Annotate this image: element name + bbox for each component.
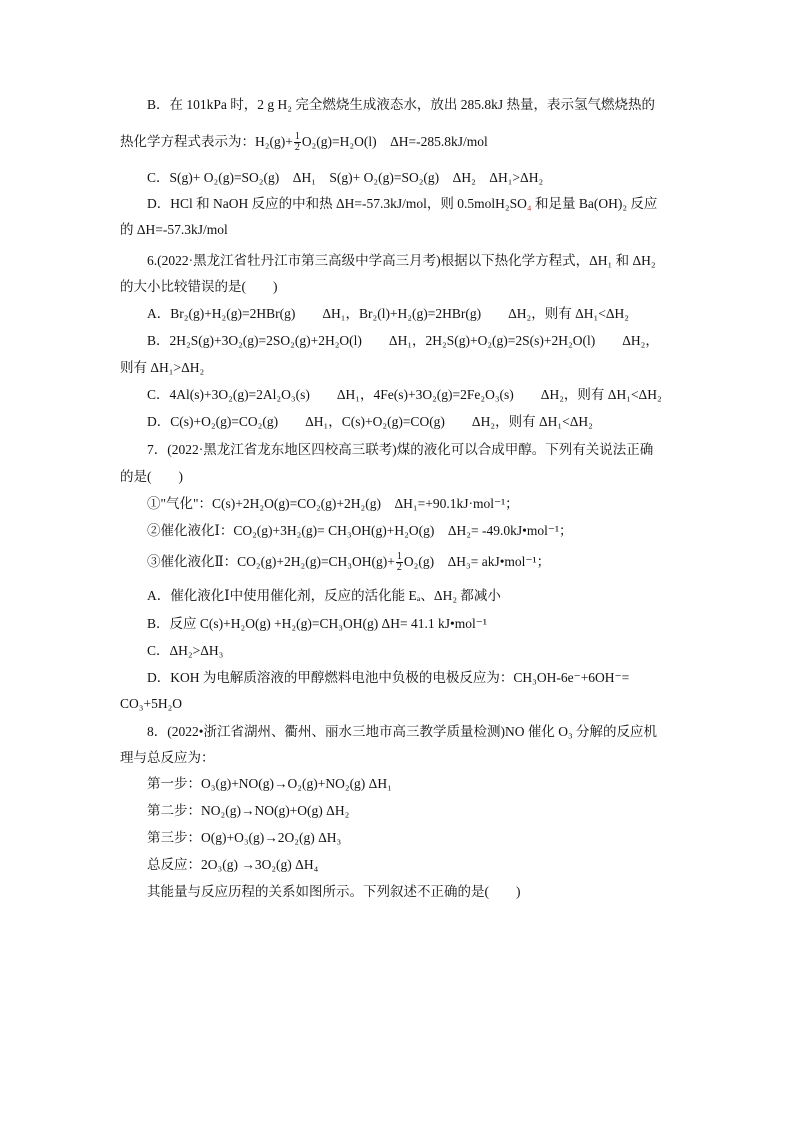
fraction-numerator: 1 (294, 131, 300, 143)
question-8-step-2: 第二步：NO₂(g)→NO(g)+O(g) ΔH₂ (147, 803, 350, 818)
half-fraction-2 (396, 552, 403, 573)
question-7-option-c: C．ΔH₂>ΔH₃ (147, 643, 224, 658)
option-b-equation-start: 热化学方程式表示为：H₂(g)+ (120, 134, 293, 149)
question-7-statement-2: ②催化液化Ⅰ：CO₂(g)+3H₂(g)= CH₃OH(g)+H₂O(g) ΔH₂= -49.0kJ•mol⁻¹； (147, 523, 573, 538)
option-d-text-end: 和足量 Ba(OH)₂ 反应 (531, 196, 658, 211)
fraction-denominator: 2 (294, 142, 300, 154)
option-d-line2: 的 ΔH=-57.3kJ/mol (120, 222, 228, 237)
question-7-stem-line1: 7．(2022·黑龙江省龙东地区四校高三联考)煤的液化可以合成甲醇。下列有关说法正确 (147, 442, 654, 457)
question-7-option-a: A．催化液化Ⅰ中使用催化剂，反应的活化能 Eₐ、ΔH₂ 都减小 (147, 588, 501, 603)
fraction-denominator: 2 (396, 562, 402, 574)
highlight-subscript: ₄ (526, 196, 532, 211)
option-b-line1: B．在 101kPa 时，2 g H₂ 完全燃烧生成液态水，放出 285.8kJ 热量，表示氢气燃烧热的 (147, 97, 655, 112)
question-8-stem-line1: 8．(2022•浙江省湖州、衢州、丽水三地市高三教学质量检测)NO 催化 O₃ 分解的反应机 (147, 724, 658, 739)
option-d-line1 (147, 194, 680, 214)
option-c: C．S(g)+ O₂(g)=SO₂(g) ΔH₁ S(g)+ O₂(g)=SO₂(g) ΔH₂ ΔH₁>ΔH₂ (147, 170, 544, 185)
question-6-option-d: D．C(s)+O₂(g)=CO₂(g) ΔH₁，C(s)+O₂(g)=CO(g) ΔH₂，则有 ΔH₁<ΔH₂ (147, 414, 593, 429)
question-8-step-3: 第三步：O(g)+O₃(g)→2O₂(g) ΔH₃ (147, 830, 342, 845)
option-b-line2 (120, 132, 680, 153)
question-7-statement-1: ①"气化"：C(s)+2H₂O(g)=CO₂(g)+2H₂(g) ΔH₁=+90.1kJ·mol⁻¹； (147, 496, 519, 511)
statement-3-end: O₂(g) ΔH₃= akJ•mol⁻¹； (403, 554, 551, 569)
question-6-option-b-line1: B．2H₂S(g)+3O₂(g)=2SO₂(g)+2H₂O(l) ΔH₁，2H₂S(g)+O₂(g)=2S(s)+2H₂O(l) ΔH₂， (147, 333, 659, 348)
question-8-total-reaction: 总反应：2O₃(g) →3O₂(g) ΔH₄ (147, 857, 319, 872)
question-6-option-b-line2: 则有 ΔH₁>ΔH₂ (120, 360, 205, 375)
option-d-text-start: D．HCl 和 NaOH 反应的中和热 ΔH=-57.3kJ/mol，则 0.5molH₂SO (147, 196, 527, 211)
question-8-step-1: 第一步：O₃(g)+NO(g)→O₂(g)+NO₂(g) ΔH₁ (147, 776, 392, 791)
question-6-stem-line1: 6.(2022·黑龙江省牡丹江市第三高级中学高三月考)根据以下热化学方程式，ΔH₁ 和 ΔH₂ (147, 253, 656, 268)
question-6-option-a: A．Br₂(g)+H₂(g)=2HBr(g) ΔH₁，Br₂(l)+H₂(g)=2HBr(g) ΔH₂，则有 ΔH₁<ΔH₂ (147, 306, 630, 321)
question-7-option-b: B．反应 C(s)+H₂O(g) +H₂(g)=CH₃OH(g) ΔH= 41.1 kJ•mol⁻¹ (147, 616, 487, 631)
fraction-numerator: 1 (396, 551, 402, 563)
half-fraction (294, 132, 301, 153)
question-7-stem-line2: 的是( ) (120, 469, 183, 484)
question-6-option-c: C．4Al(s)+3O₂(g)=2Al₂O₃(s) ΔH₁，4Fe(s)+3O₂(g)=2Fe₂O₃(s) ΔH₂，则有 ΔH₁<ΔH₂ (147, 387, 662, 402)
option-b-equation-end: O₂(g)=H₂O(l) ΔH=-285.8kJ/mol (301, 134, 488, 149)
statement-3-start: ③催化液化Ⅱ：CO₂(g)+2H₂(g)=CH₃OH(g)+ (147, 554, 395, 569)
question-7-statement-3 (147, 552, 680, 573)
question-6-stem-line2: 的大小比较错误的是( ) (120, 279, 278, 294)
question-8-stem-line2: 理与总反应为： (120, 750, 215, 765)
question-7-option-d-line2: CO₃+5H₂O (120, 696, 183, 711)
question-7-option-d-line1: D．KOH 为电解质溶液的甲醇燃料电池中负极的电极反应为：CH₃OH-6e⁻+6OH⁻= (147, 670, 630, 685)
question-8-prompt: 其能量与反应历程的关系如图所示。下列叙述不正确的是( ) (147, 884, 521, 899)
